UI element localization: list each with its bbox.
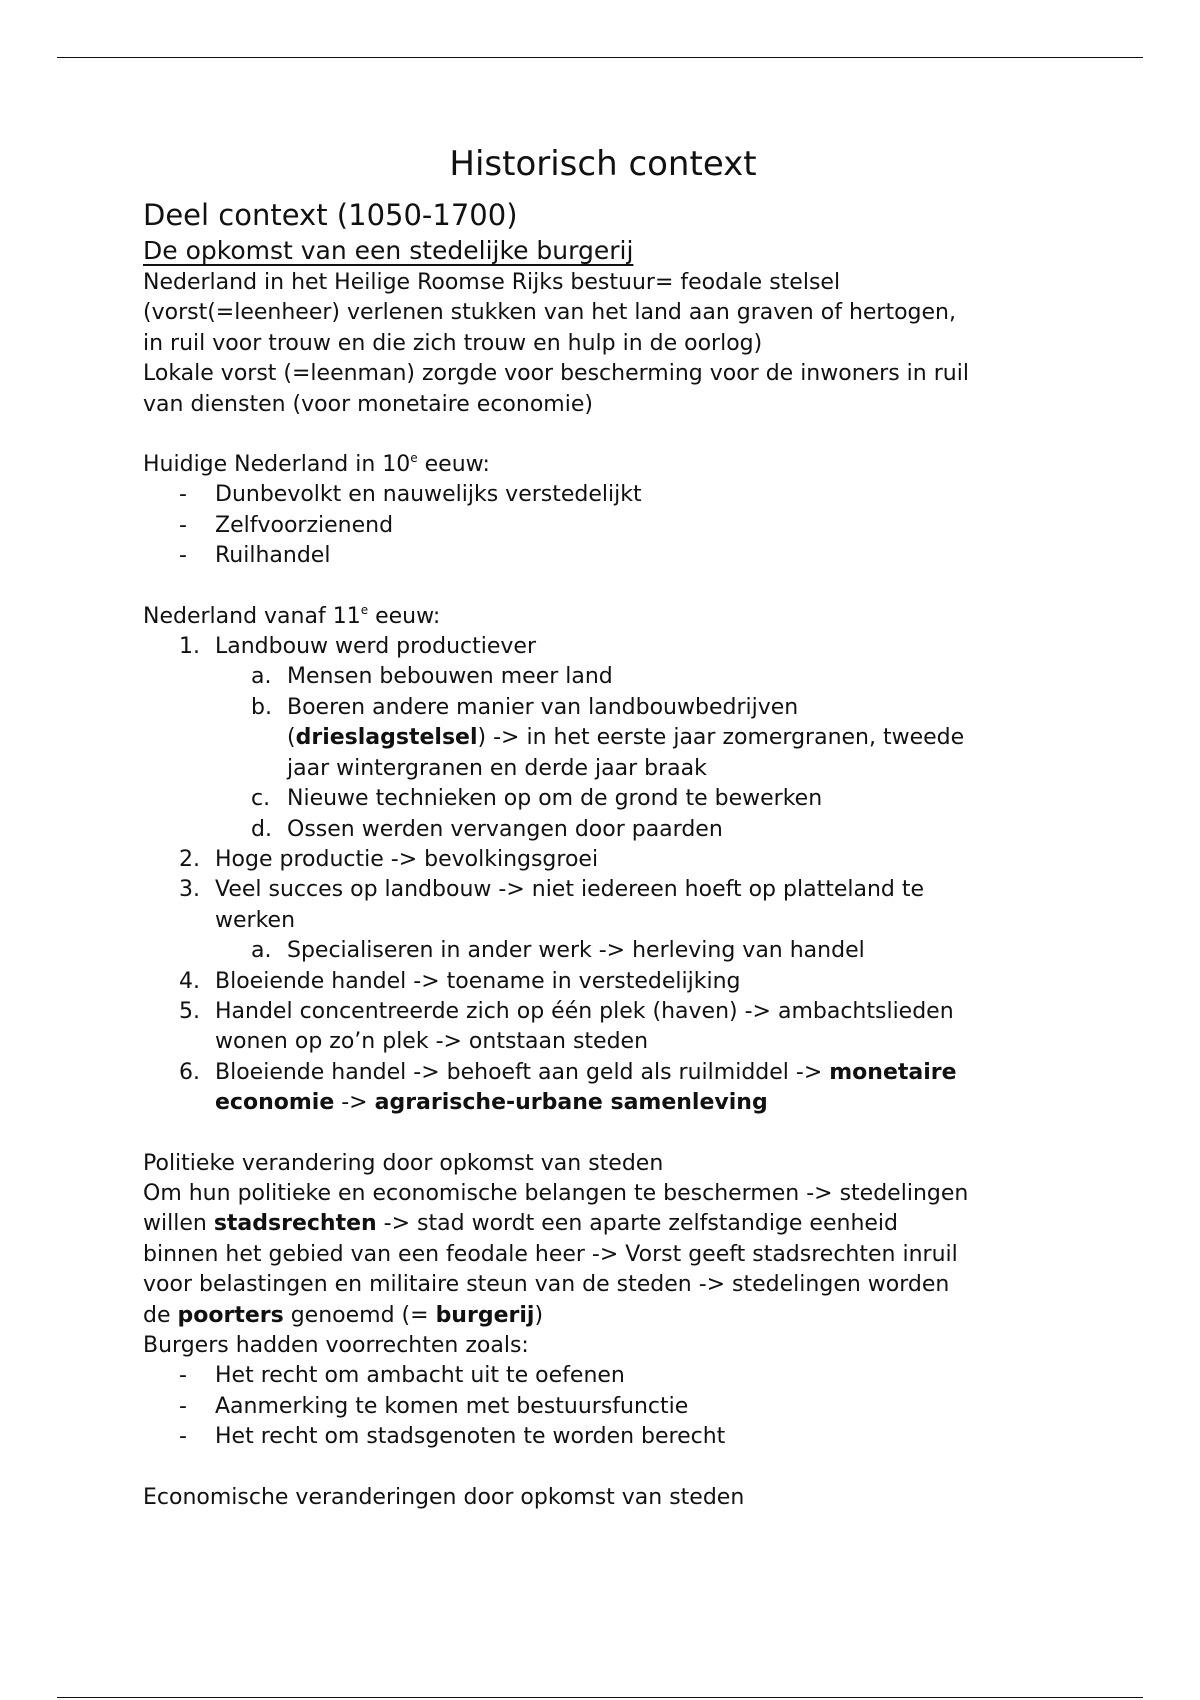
label-text: eeuw: [417,452,490,478]
item-text: Landbouw werd productiever [215,634,537,660]
text-line: voor belastingen en militaire steun van de steden -> stedelingen worden [143,1272,950,1298]
list-item [143,632,1063,845]
tenth-century-label [143,450,1063,480]
item-text: Bloeiende handel -> toename in verstedelijking [215,968,741,994]
inline-text: de [143,1302,178,1328]
intro-paragraph [143,268,1063,420]
list-item: - Het recht om ambacht uit te oefenen [143,1361,1063,1391]
list-item [143,845,1063,875]
item-text: Boeren andere manier van landbouwbedrijven [287,694,799,720]
eleventh-century-list [143,632,1063,1119]
item-letter: d. [251,816,272,842]
sub-list-item [215,662,1063,692]
item-text: werken [215,907,296,933]
tenth-century-list [143,480,1063,571]
inline-text: ) [534,1302,544,1328]
bold-term: burgerij [435,1302,535,1328]
privileges-label: Burgers hadden voorrechten zoals: [143,1333,529,1358]
privileges-list [143,1361,1063,1452]
item-letter: c. [251,786,271,812]
inline-text: willen [143,1211,214,1237]
list-item: - Dunbevolkt en nauwelijks verstedelijkt [143,480,1063,510]
item-text: Specialiseren in ander werk -> herleving van handel [287,938,865,964]
item-letter: a. [251,938,272,964]
superscript: e [410,451,418,466]
economic-heading: Economische veranderingen door opkomst van steden [143,1484,745,1510]
document-body [143,138,1063,1513]
item-number: 5. [179,998,200,1024]
subsection-heading: De opkomst van een stedelijke burgerij [143,236,634,265]
item-text: Hoge productie -> bevolkingsgroei [215,846,599,872]
text-line: Nederland in het Heilige Roomse Rijks bestuur= feodale stelsel [143,270,841,295]
text-line [143,1301,1063,1331]
item-number: 1. [179,634,200,660]
item-number: 6. [179,1059,200,1085]
sub-list-item [215,693,1063,784]
list-item: - Aanmerking te komen met bestuursfunctie [143,1392,1063,1422]
sub-list-item [215,936,1063,966]
list-item: - Het recht om stadsgenoten te worden berecht [143,1422,1063,1452]
item-text: -> [334,1090,375,1116]
list-item [143,997,1063,1058]
item-letter: a. [251,664,272,690]
item-text: Veel succes op landbouw -> niet iedereen hoeft op platteland te [215,877,925,903]
text-line: in ruil voor trouw en die zich trouw en hulp in de oorlog) [143,330,763,356]
item-text: Bloeiende handel -> behoeft aan geld als ruilmiddel -> [215,1059,830,1085]
list-item: - Zelfvoorzienend [143,511,1063,541]
item-text: Nieuwe technieken op om de grond te bewerken [287,786,823,812]
label-text: eeuw: [368,603,441,629]
inline-text: -> stad wordt een aparte zelfstandige eenheid [376,1211,898,1237]
sub-list [215,662,1063,844]
item-text: Ossen werden vervangen door paarden [287,816,723,842]
list-item [143,875,1063,966]
text-line [143,1209,1063,1239]
item-text: wonen op zo’n plek -> ontstaan steden [215,1029,649,1055]
item-text: Handel concentreerde zich op één plek (haven) -> ambachtslieden [215,998,954,1024]
text-line: (vorst(=leenheer) verlenen stukken van het land aan graven of hertogen, [143,300,956,326]
item-text: ) -> in het eerste jaar zomergranen, tweede [477,725,965,751]
page-title: Historisch context [449,144,757,184]
item-letter: b. [251,694,272,720]
text-line: Lokale vorst (=leenman) zorgde voor bescherming voor de inwoners in ruil [143,361,969,387]
bold-term: poorters [177,1302,284,1328]
item-number: 2. [179,846,200,872]
footer-rule [57,1697,1143,1698]
political-paragraph [143,1149,1063,1453]
sub-list [215,936,1063,966]
item-text: Mensen bebouwen meer land [287,664,613,690]
header-rule [57,57,1143,58]
section-heading: Deel context (1050-1700) [143,198,518,232]
inline-text: genoemd (= [283,1302,436,1328]
sub-list-item [215,784,1063,814]
paragraph-heading: Politieke verandering door opkomst van steden [143,1150,664,1176]
bold-term: monetaire [829,1059,957,1085]
item-number: 4. [179,968,200,994]
bold-term: economie [215,1090,335,1116]
item-number: 3. [179,877,200,903]
eleventh-century-label [143,602,1063,632]
bold-term: stadsrechten [213,1211,377,1237]
label-text: Nederland vanaf 11 [143,603,361,629]
item-text: ( [287,725,296,751]
bold-term: agrarische-urbane samenleving [374,1090,768,1116]
text-line: van diensten (voor monetaire economie) [143,391,593,417]
superscript: e [360,602,369,617]
text-line: Om hun politieke en economische belangen te beschermen -> stedelingen [143,1180,969,1206]
sub-list-item [215,815,1063,845]
item-text: jaar wintergranen en derde jaar braak [287,755,707,781]
list-item [143,967,1063,997]
list-item [143,1058,1063,1119]
label-text: Huidige Nederland in 10 [143,452,411,478]
bold-term: drieslagstelsel [295,725,478,751]
list-item: - Ruilhandel [143,541,1063,571]
text-line: binnen het gebied van een feodale heer -> Vorst geeft stadsrechten inruil [143,1241,958,1267]
